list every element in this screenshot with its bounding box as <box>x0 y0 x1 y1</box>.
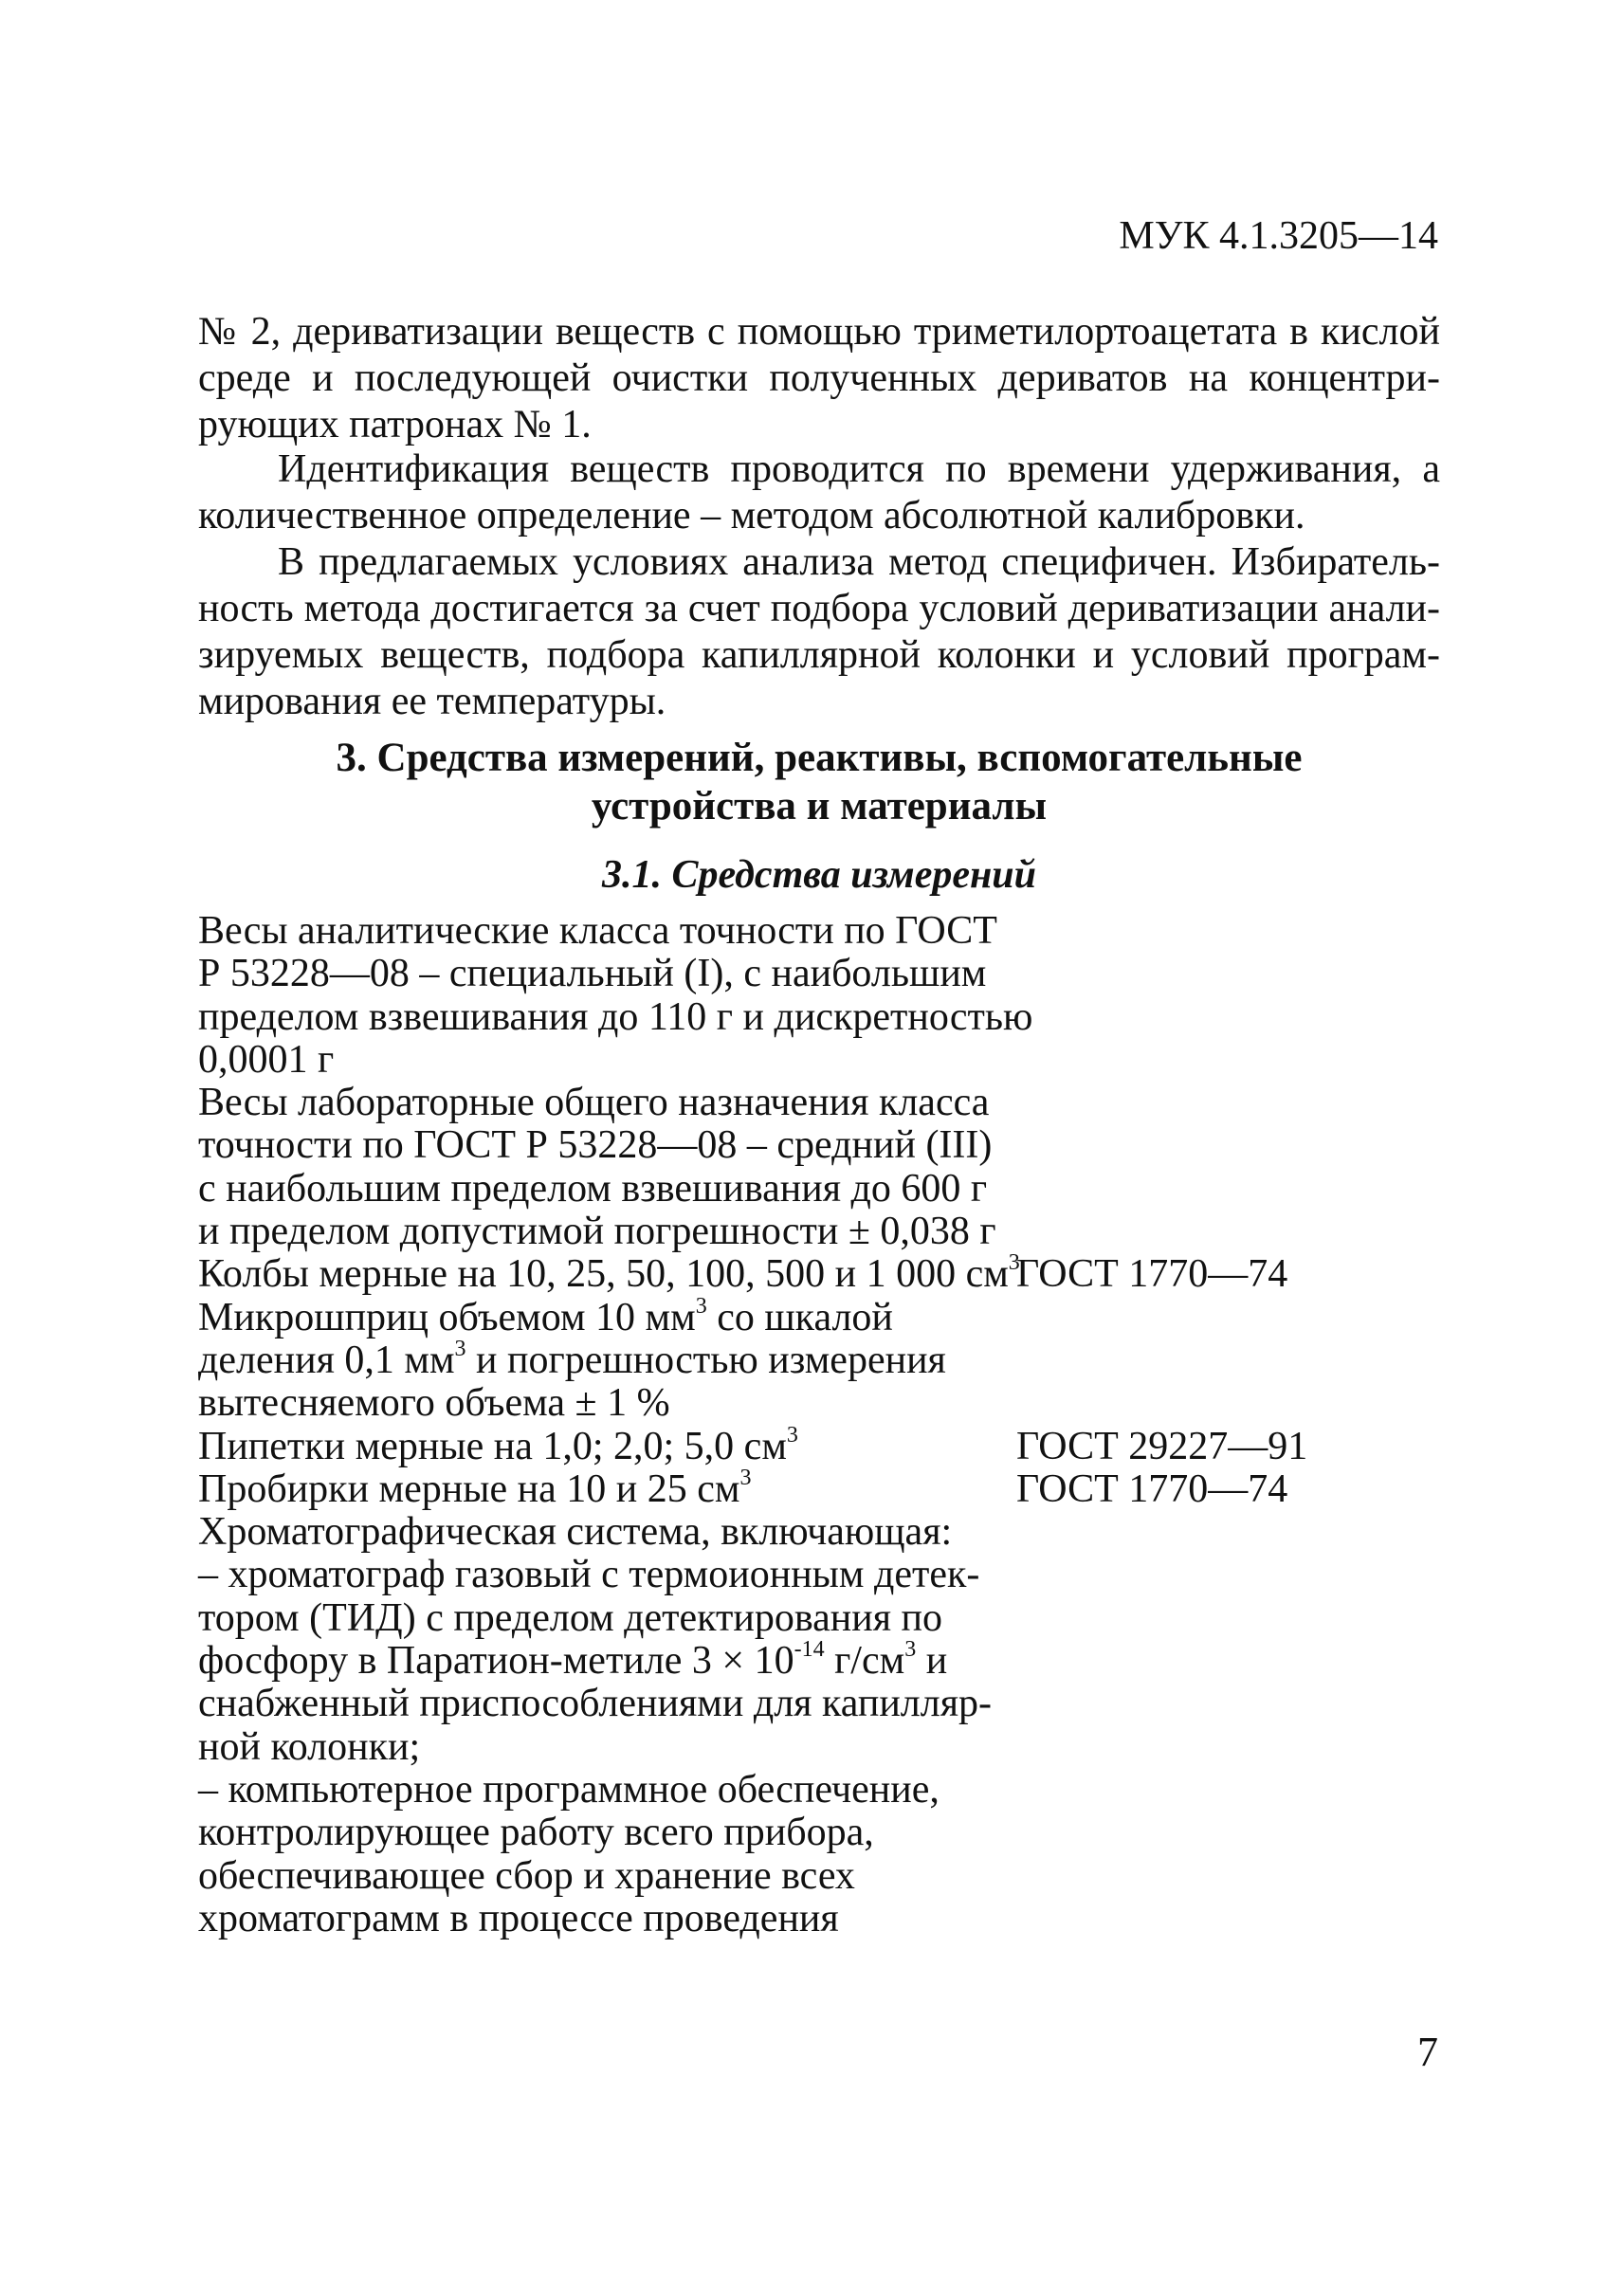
instrument-standard <box>1016 910 1433 1082</box>
instrument-standard: ГОСТ 1770—74 <box>1016 1252 1288 1297</box>
intro-line: рующих патронах № 1. <box>198 403 592 446</box>
instruments-list <box>198 910 1440 1940</box>
instrument-standard: ГОСТ 29227—91 <box>1016 1424 1308 1468</box>
instrument-standard: ГОСТ 1770—74 <box>1016 1466 1288 1511</box>
specificity-paragraph <box>198 539 1440 725</box>
specificity-line: зируемых веществ, подбора капиллярной колонки и условий програм- <box>198 633 1440 677</box>
instrument-item <box>198 910 1440 1082</box>
section-heading-line: устройства и материалы <box>591 784 1048 829</box>
document-code: МУК 4.1.3205—14 <box>1119 214 1438 258</box>
instrument-description: Весы лабораторные общего назначения класса точности по ГОСТ Р 53228—08 – средний (III) с наибольшим пределом взвешивания до 600 г и пределом допустимой погрешности ± 0,038 г <box>198 1081 996 1254</box>
instrument-item <box>198 1082 1440 1253</box>
instrument-description: Весы аналитические класса точности по ГОСТ Р 53228—08 – специальный (I), с наибольшим пределом взвешивания до 110 г и дискретностью 0,0001 г <box>198 909 1033 1082</box>
instrument-item <box>198 1250 1440 1297</box>
section-heading <box>198 734 1440 830</box>
identification-line: Идентификация веществ проводится по времени удерживания, а <box>278 447 1440 491</box>
intro-line: среде и последующей очистки полученных дериватов на концентри- <box>198 356 1440 400</box>
instrument-item <box>198 1511 1440 1940</box>
page-number: 7 <box>1417 2029 1438 2075</box>
section-heading-line: 3. Средства измерений, реактивы, вспомогательные <box>336 736 1303 780</box>
identification-line: количественное определение – методом абсолютной калибровки. <box>198 494 1305 537</box>
instrument-description: Микрошприц объемом 10 $мм^3$ со шкалой деления 0,1 $мм^3$ и погрешностью измерения вытесняемого объема ± 1 % <box>198 1293 946 1426</box>
instrument-description: Пробирки мерные на 10 и 25 $см^3$ <box>198 1465 752 1511</box>
instrument-standard <box>1016 1082 1433 1253</box>
specificity-line: мирования ее температуры. <box>198 680 666 723</box>
instrument-standard <box>1016 1297 1433 1426</box>
intro-line: № 2, дериватизации веществ с помощью триметилортоацетата в кислой <box>198 310 1440 354</box>
specificity-line: В предлагаемых условиях анализа метод специфичен. Избиратель- <box>278 540 1440 584</box>
instrument-item <box>198 1422 1440 1468</box>
subsection-heading: 3.1. Средства измерений <box>601 853 1037 897</box>
instrument-description: Колбы мерные на 10, 25, 50, 100, 500 и 1 000 $см^3$ <box>198 1250 1020 1297</box>
instrument-description: Хроматографическая система, включающая: – хроматограф газовый с термоионным детек- тором (ТИД) с пределом детектирования по фосфору в Паратион-метиле $3 \times 10^{-14}$ $г/см^3$ и снабженный приспособлениями для капилляр- ной колонки; – компьютерное программное обеспечение, контролирующее работу всего прибора, обеспечивающее сбор и хранение всех хроматограмм в процессе проведения <box>198 1510 993 1940</box>
intro-paragraph <box>198 309 1440 448</box>
identification-paragraph <box>198 446 1440 539</box>
instrument-item <box>198 1465 1440 1511</box>
instrument-description: Пипетки мерные на 1,0; 2,0; 5,0 $см^3$ <box>198 1422 798 1468</box>
specificity-line: ность метода достигается за счет подбора условий дериватизации анали- <box>198 587 1440 630</box>
instrument-item <box>198 1293 1440 1426</box>
instrument-standard <box>1016 1511 1433 1940</box>
